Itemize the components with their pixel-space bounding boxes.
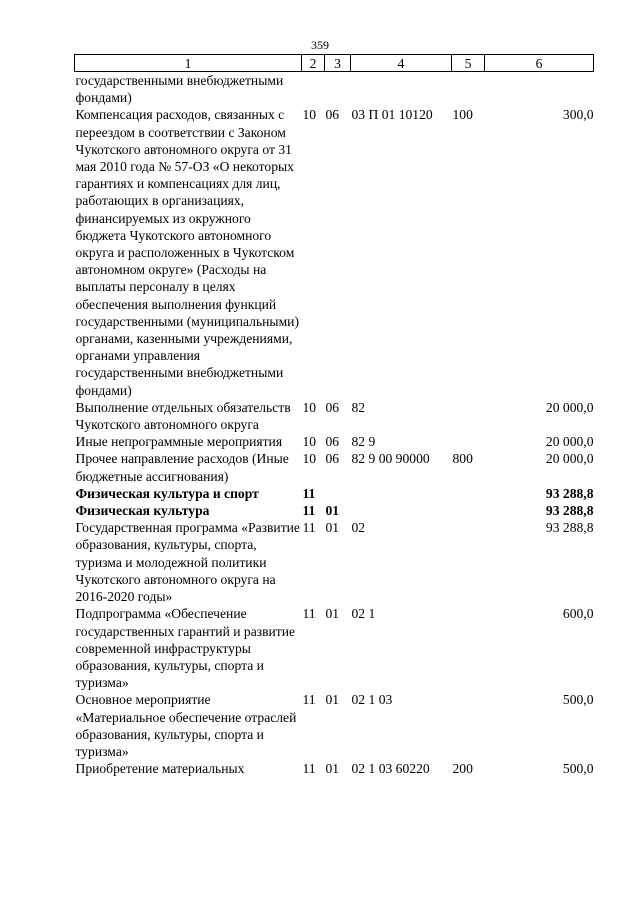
header-row <box>75 55 594 72</box>
row-name: Основное мероприятие «Материальное обеспечение отраслей образования, культуры, спорта и туризма» <box>75 692 297 759</box>
row-target-article-code: 02 1 <box>351 606 376 622</box>
row-target-article-code: 03 П 01 10120 <box>351 107 433 123</box>
row-subsection-code: 06 <box>325 399 340 415</box>
table-row <box>75 106 594 398</box>
row-expense-type-code <box>452 72 485 107</box>
table-row <box>75 485 594 502</box>
row-section-code: 10 <box>302 107 317 123</box>
row-expense-type-code: 100 <box>452 107 473 123</box>
row-amount: 93 288,8 <box>545 485 594 501</box>
row-amount: 20 000,0 <box>545 451 594 467</box>
table-row <box>75 433 594 450</box>
budget-table <box>74 54 594 777</box>
row-section-code: 11 <box>302 485 316 501</box>
row-expense-type-code <box>452 605 485 691</box>
row-section-code: 10 <box>302 434 317 450</box>
row-amount: 20 000,0 <box>545 399 594 415</box>
column-header-3: 3 <box>325 55 351 72</box>
row-name: Государственная программа «Развитие образования, культуры, спорта, туризма и молодежной политики Чукотского автономного округа на 2016-2020 годы» <box>75 520 300 605</box>
row-section-code: 11 <box>302 692 316 708</box>
row-amount: 300,0 <box>562 107 594 123</box>
table-row <box>75 605 594 691</box>
row-section-code: 10 <box>302 399 317 415</box>
row-amount: 20 000,0 <box>545 434 594 450</box>
column-header-1: 1 <box>75 55 302 72</box>
row-section-code: 11 <box>302 761 316 777</box>
row-subsection-code <box>325 485 351 502</box>
row-subsection-code: 06 <box>325 107 340 123</box>
row-amount: 93 288,8 <box>545 520 594 536</box>
row-expense-type-code <box>452 399 485 433</box>
row-target-article-code <box>351 72 452 107</box>
row-name: государственными внебюджетными фондами) <box>75 73 284 106</box>
row-target-article-code: 02 1 03 60220 <box>351 761 430 777</box>
table-header <box>75 55 594 72</box>
row-target-article-code: 82 9 <box>351 434 376 450</box>
row-amount: 500,0 <box>562 761 594 777</box>
row-section-code <box>302 72 325 107</box>
row-name: Физическая культура <box>75 503 210 519</box>
table-row <box>75 72 594 107</box>
table-row <box>75 519 594 605</box>
column-header-2: 2 <box>302 55 325 72</box>
table-row <box>75 399 594 433</box>
row-target-article-code: 02 1 03 <box>351 692 393 708</box>
row-section-code: 11 <box>302 520 316 536</box>
row-subsection-code <box>325 72 351 107</box>
row-name: Компенсация расходов, связанных с переездом в соответствии с Законом Чукотского автономного округа от 31 мая 2010 года № 57-ОЗ «О некоторых гарантиях и компенсациях для лиц, работающих в организациях, финансируемых из окружного бюджета Чукотского автономного округа и расположенных в Чукотском автономном округе» (Расходы на выплаты персоналу в целях обеспечения выполнения функций государственными (муниципальными) органами, казенными учреждениями, органами управления государственными внебюджетными фондами) <box>75 107 299 398</box>
row-amount: 600,0 <box>562 606 594 622</box>
row-name: Подпрограмма «Обеспечение государственных гарантий и развитие современной инфраструктуры образования, культуры, спорта и туризма» <box>75 606 296 691</box>
column-header-5: 5 <box>452 55 485 72</box>
table-row <box>75 691 594 760</box>
table-row <box>75 450 594 484</box>
row-name: Физическая культура и спорт <box>75 485 259 501</box>
row-target-article-code <box>351 502 452 519</box>
column-header-4: 4 <box>351 55 452 72</box>
row-target-article-code: 82 9 00 90000 <box>351 451 430 467</box>
row-amount: 93 288,8 <box>545 503 594 519</box>
row-subsection-code: 01 <box>325 761 340 777</box>
row-target-article-code <box>351 485 452 502</box>
row-name: Выполнение отдельных обязательств Чукотского автономного округа <box>75 399 291 433</box>
row-expense-type-code <box>452 502 485 519</box>
row-subsection-code: 01 <box>325 606 340 622</box>
row-subsection-code: 01 <box>325 503 340 519</box>
row-subsection-code: 06 <box>325 451 340 467</box>
row-amount: 500,0 <box>562 692 594 708</box>
row-section-code: 10 <box>302 451 317 467</box>
table-row <box>75 502 594 519</box>
row-expense-type-code <box>452 433 485 450</box>
row-subsection-code: 01 <box>325 520 340 536</box>
row-name: Прочее направление расходов (Иные бюджетные ассигнования) <box>75 451 289 484</box>
row-section-code: 11 <box>302 606 316 622</box>
row-section-code: 11 <box>302 503 316 519</box>
row-expense-type-code <box>452 485 485 502</box>
table-body <box>75 72 594 778</box>
row-amount <box>485 72 594 107</box>
row-target-article-code: 82 <box>351 399 366 415</box>
row-expense-type-code: 800 <box>452 451 473 467</box>
row-name: Иные непрограммные мероприятия <box>75 434 283 450</box>
table-row <box>75 760 594 777</box>
row-target-article-code: 02 <box>351 520 366 536</box>
row-subsection-code: 06 <box>325 434 340 450</box>
row-subsection-code: 01 <box>325 692 340 708</box>
row-expense-type-code <box>452 691 485 760</box>
row-expense-type-code <box>452 519 485 605</box>
page-number: 359 <box>311 38 329 52</box>
column-header-6: 6 <box>485 55 594 72</box>
row-expense-type-code: 200 <box>452 761 473 777</box>
row-name: Приобретение материальных <box>75 761 245 777</box>
